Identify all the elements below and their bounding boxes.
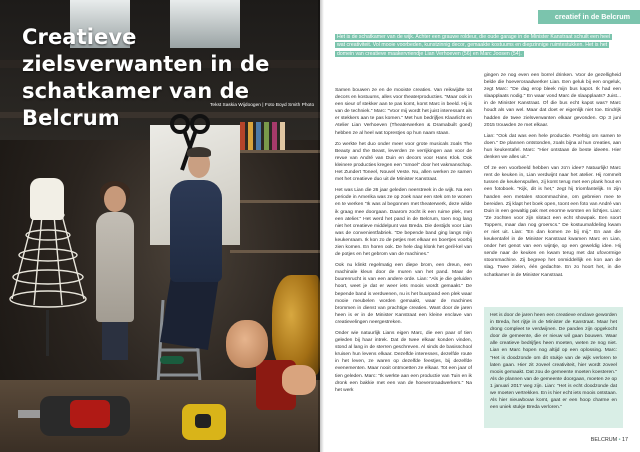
body-paragraph: Zo werkte het duo onder meer voor grote musicals zoals The Beauty and the Beast, leverden ze verrijkingen aan voor de revue van André van Duin en decors voor Hans Klok. Ook kleinere producties kregen een "smoel" door het vakmanschap. Het Zundert Toneel, Nouvel Veste. Nu, allen werken ze samen met het creatieve duo uit de Minister Kanstraat.	[335, 141, 472, 183]
body-paragraph: Of ze een voorbeeld hebben van zo'n idee? Natuurlijk! Marc rent de keuken in, Lian verdwijnt naar het atelier. Hij rommelt tussen de keukenspullen, zij komt terug met een plank hout en een fotoboek. "Kijk, dit is het," zegt hij triomfantelijk. In zijn handen een metalen stoommachine, om gebreien mee te bereiden. Zij klapt het boek open, toont een foto van André van Duin in een gewaltig pak met enorme worsten en lichtjes. Lian: "Ze zochten voor zijn slotact een echt showpak. Een soort Toppers, maar dan nog groerscs." De kostuumafdeling kwam er niet uit. Lian: "En dan komen ze bij mij." En aan die keukentafel in de Minister Kanstraat kwamen Marc en Lian, onder het genot van een wijntje, op een geweldig idee. Hij sende naar de keuken en kwam terug met dat ufovormige stoommachine. Zij begreep het onmiddellijk en kon aan de slag. Twee zielen, één gedachte. En zo hoort het, in die schatkamer in de Minister Kanstraat.	[484, 166, 621, 278]
body-paragraph: Samen bouwen ze en de mooiste creaties. Van reikwijdte tot decors en kostuums, alles voor theaterproducties. "Maar ook in een sieur of stekker aan te pas komt, komt Marc in beeld. Hij is van de techniek." Marc: "Voor mij wordt het juist interessant als er stekkers aan te pas komen." Met hun bedrijfjes Klaarlicht en Atelier Lian Verhoeven (Theaterwerken & Dramabuilt goed) hebben ze al heel wat toprestjes op hun naam staan.	[335, 88, 472, 136]
body-paragraph: Lian: "Ook dat was een hele productie. Poehtig om samen te doen." De plannen ontstonden, zoals bijna al hun creaties, aan hun keukentafel. Marc: "Hier ontstaan de beste ideeën. Hier denken we alles uit."	[484, 133, 621, 161]
woman-figure	[96, 212, 134, 322]
column-1	[335, 87, 472, 398]
mannequin-stand	[46, 310, 49, 356]
page-gutter	[318, 0, 324, 452]
body-paragraph: Het was Lian die 26 jaar geleden neerstreek in de wijk. Na een periode in Amerika was ze op zoek naar een stek om te wonen en te werken "Ik was al begonnen met theaterwerk, deze wilde ik graag mee doorgaan. Daarom zocht ik een ruime plek, met een atelier." Het werd het pand in de Belcrum, toen nog lang niet het creatieve middelpunt van Breda. Die destijds voor Lian was de convenientfabriek. "De bepende band ging langs mijn keukenraam. Ik kon zo de petjes met elkaar en boertjes voorbij zien komen. En horen ook. De hele dag klonk het geril-kel van de potjes en het gebrom van de machines."	[335, 188, 472, 258]
column-2	[484, 72, 621, 283]
page-number: 17	[622, 437, 628, 443]
intro-text: Het is de schatkamer van de wijk. Achter een grauwe roldeur, die oude garage in de Minister Kanstraat schuilt een heel wat creativiteit. Vol mooie voorbeden, kunstzinnig decor, gemaakte kostuums en diepzinnige ruimtestukken. Het is het domein van creatieve maakervriendje Lian Verhoeven (56) en Marc Joosen (54).	[337, 34, 611, 57]
intro-paragraph	[335, 33, 618, 58]
woman-head	[104, 186, 126, 212]
folio-separator: •	[618, 437, 621, 443]
tape-measure-center	[195, 414, 211, 428]
woman-legs	[102, 320, 128, 360]
wall-shelf	[230, 200, 320, 203]
section-label: creatief in de Belcrum	[538, 10, 640, 24]
sidebar-box	[484, 307, 623, 428]
puppet-hand	[282, 365, 316, 395]
power-drill-housing	[70, 400, 110, 428]
page-footer	[591, 437, 628, 443]
body-paragraph: gingen ze nog even een borrel drinken. Voor de gezelligheid belde die hoeveroraadwerker Lian. Een geluk bij een ongeluk, zegt Marc: "De dag erop bleek mijn bus kapot. Ik had een slaapplaats nodig." En waar vond Marc de slaapplaats? Juist... in de Minister Kanstraat. Of die bus echt kapot was? Marc houdt als van wel. Maar dat doet er eigenlijk niet toe. Eindrijk hadden de twee zielsverwanten elkaar gevonden. Op 3 juni 2015 trouwden ze met elkaar.	[484, 73, 621, 128]
man-legs	[160, 270, 220, 350]
puppet-head	[226, 320, 268, 368]
article-title: Creatieve zielsverwanten in de schatkamer van de Belcrum	[22, 25, 270, 130]
wall-shelf	[230, 250, 320, 253]
man-figure	[170, 180, 222, 282]
photo-credit: Tekst Saskia Wijdoogen | Foto Boyd Smith Photo	[210, 103, 315, 108]
sidebar-text: Het is door de jaren heen een creatieve enclave geworden in Breda, het rijtje in de Minister de Kanstraat. Maar het drong compleet te verdwijnen. De panden zijn opgekocht door de gemeente, die er nieuw wil gaan bouwen. Waar alle creatieve bedrijfjes heen moeten, weten ze nog niet. Lian en Marc hopen nog altijd op een oplossing. Marc: "Het is doodzonde om dit stukje van de wijk verloren te laten gaan. Hier zit zoveel creativiteit, hier wordt zoveel moois gemaakt. Dat zou de gemeente moeten koesteren." Als de plannen van de gemeente doorgaan, moeten ze op 1 januari 2017 weg zijn. Lian: "Het is echt doodzonde dat we moeten vertrekken. En is hier echt iets moois ontstaan. Als hier nieuwbouw komt, gaat er een hoop charme en een uniek stukje Breda verloren."	[490, 313, 617, 411]
wall-shelf	[230, 150, 320, 153]
man-hair	[187, 147, 211, 157]
mannequin-bodice	[30, 178, 64, 220]
body-paragraph: Ook nu klinkt regelmatig een diepe brom, een dreun, een machinale kleun door de muren van het pand. Maar de buurenrucht is van een andere orde. Lian: "Als je die geluiden hoort, weet je dat er weer iets moois wordt gemaakt." De bepende band is verdwenen, nu is het buurpand een plek waar mooie meubelen worden gemaakt, waar de machines brommen in dienst van prachtige creaties. Want door de jaren heen is er in de Minister Kanstraat een kleine enclave van creatievelingen neergestreken.	[335, 263, 472, 325]
man-shoe	[160, 356, 184, 364]
body-paragraph: Onder wie natuurlijk Lians eigen Marc, die een paar of tien geleden bij haar intrek. Dat de twee elkaar konden vinden, stond al lang in de sterren geschreven. Al sinds de basisschool kruisen hun levens elkaar. Dezelfde interesses, dezelfde route in het leven, ze waren op dezelfde feestjes, bij dezelfde evenementen. Maar nooit ontmoetten ze elkaar. Tot een jaar of tien geleden. Marc: "Ik werkte aan een productie van Tuin en ik dronk een bakkie met een van de hoeveroraadwerkers." Na het werk	[335, 331, 472, 393]
magazine-name: BELCRUM	[590, 437, 618, 443]
text-page	[320, 0, 640, 452]
